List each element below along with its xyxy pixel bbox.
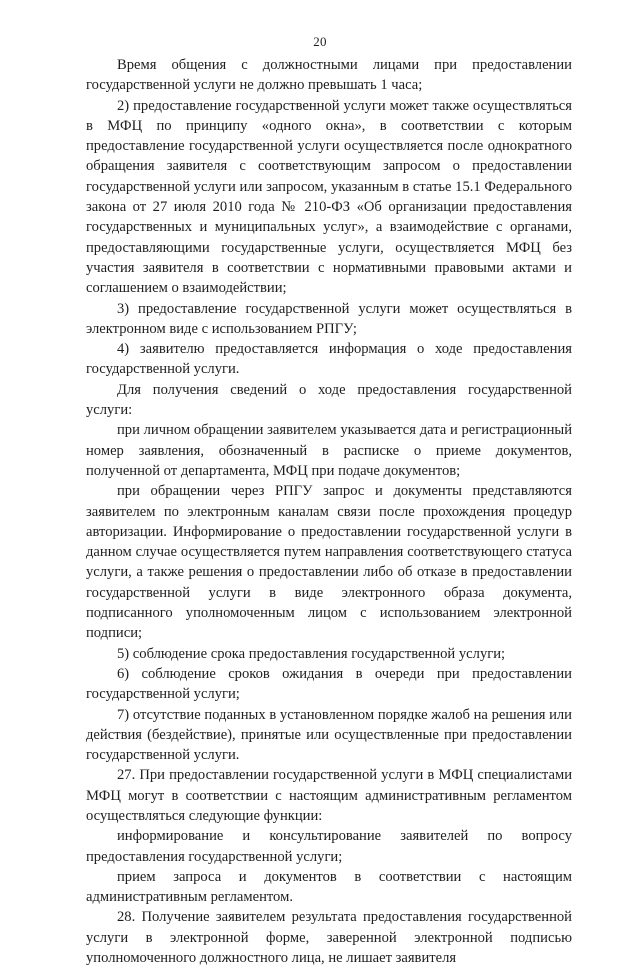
paragraph: Для получения сведений о ходе предоставления государственной услуги: xyxy=(86,381,572,419)
paragraph: 27. При предоставлении государственной услуги в МФЦ специалистами МФЦ могут в соответствии с настоящим административным регламентом осуществляться следующие функции: xyxy=(86,767,572,824)
paragraph: 2) предоставление государственной услуги может также осуществляться в МФЦ по принципу «одного окна», в соответствии с которым предоставление государственной услуги осуществляется после однократного обращения заявителя с соответствующим запросом о предоставлении государственной услуги или запросом, указанным в статье 15.1 Федерального закона от 27 июля 2010 года № 210-ФЗ «Об организации предоставления государственных и муниципальных услуг», а взаимодействие с органами, предоставляющими государственные услуги, осуществляется МФЦ без участия заявителя в соответствии с нормативными правовыми актами и соглашением о взаимодействии; xyxy=(86,97,572,297)
paragraph: 28. Получение заявителем результата предоставления государственной услуги в электронной форме, заверенной электронной подписью уполномоченного должностного лица, не лишает заявителя xyxy=(86,909,572,967)
paragraph: 4) заявителю предоставляется информация о ходе предоставления государственной услуги. xyxy=(86,341,572,378)
paragraph: информирование и консультирование заявителей по вопросу предоставления государственной услуги; xyxy=(86,828,572,865)
paragraph: 7) отсутствие поданных в установленном порядке жалоб на решения или действия (бездействие), принятые или осуществленные при предоставлении государственной услуги. xyxy=(86,706,572,764)
paragraph: 6) соблюдение сроков ожидания в очереди при предоставлении государственной услуги; xyxy=(86,665,572,703)
page-number: 20 xyxy=(313,34,327,49)
paragraph: при личном обращении заявителем указывается дата и регистрационный номер заявления, обозначенный в расписке о приеме документов, полученной от департамента, МФЦ при подаче документов; xyxy=(86,422,572,479)
document-body xyxy=(86,55,572,968)
paragraph: 3) предоставление государственной услуги может осуществляться в электронном виде с использованием РПГУ; xyxy=(86,300,572,337)
paragraph: Время общения с должностными лицами при предоставлении государственной услуги не должно превышать 1 часа; xyxy=(86,57,572,94)
paragraph: прием запроса и документов в соответствии с настоящим административным регламентом. xyxy=(86,868,572,906)
paragraph: 5) соблюдение срока предоставления государственной услуги; xyxy=(117,645,506,662)
paragraph: при обращении через РПГУ запрос и документы представляются заявителем по электронным каналам связи после прохождения процедур авторизации. Информирование о предоставлении государственной услуги в данном случае осуществляется путем направления соответствующего статуса услуги, а также решения о предоставлении либо об отказе в предоставлении государственной услуги в виде электронного образа документа, подписанного уполномоченным лицом с использованием электронной подписи; xyxy=(86,483,572,642)
